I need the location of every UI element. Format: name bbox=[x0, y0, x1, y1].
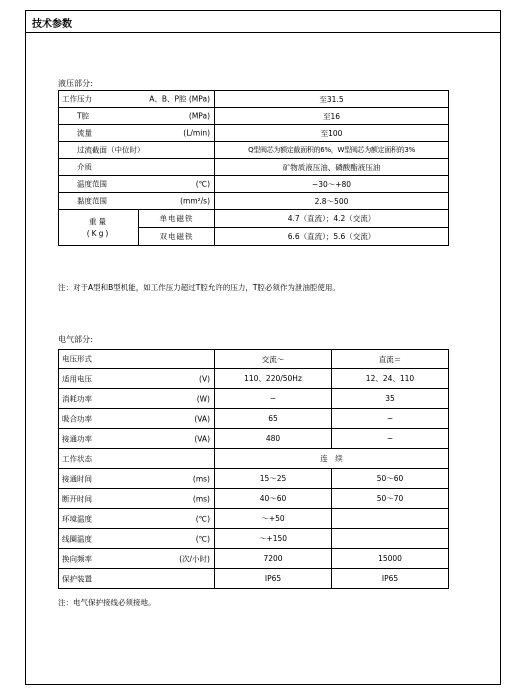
weight-label-line2: (Kg) bbox=[86, 228, 111, 238]
row-name: 过流截面（中位时） bbox=[77, 145, 145, 155]
header-label bbox=[59, 350, 215, 369]
row-ac: − bbox=[215, 389, 332, 409]
table-row bbox=[59, 489, 449, 509]
row-label bbox=[59, 569, 215, 589]
row-name: 流量 bbox=[77, 128, 92, 138]
row-label bbox=[59, 389, 215, 409]
table-row bbox=[59, 108, 449, 125]
row-unit: (℃) bbox=[195, 514, 210, 523]
row-name: 环境温度 bbox=[62, 514, 92, 523]
row-unit: (次/小时) bbox=[179, 554, 210, 563]
table-row bbox=[59, 569, 449, 589]
row-value: −30～+80 bbox=[215, 176, 449, 193]
table-row bbox=[59, 91, 449, 108]
table-header-row bbox=[59, 350, 449, 369]
row-unit: (W) bbox=[196, 394, 210, 403]
row-value: 矿物质液压油、磷酸酯液压油 bbox=[215, 159, 449, 176]
row-name: 接通功率 bbox=[62, 434, 92, 443]
row-label bbox=[59, 549, 215, 569]
table-row bbox=[59, 469, 449, 489]
double-solenoid-value: 6.6（直流）；5.6（交流） bbox=[215, 228, 449, 246]
row-unit: (VA) bbox=[194, 434, 210, 443]
single-solenoid-value: 4.7（直流）；4.2（交流） bbox=[215, 210, 449, 228]
row-value: 至16 bbox=[215, 108, 449, 125]
row-ac: 7200 bbox=[215, 549, 332, 569]
page-title: 技术参数 bbox=[32, 19, 72, 30]
row-unit: (℃) bbox=[195, 179, 210, 189]
row-dc: 15000 bbox=[332, 549, 449, 569]
row-label bbox=[59, 509, 215, 529]
table-row bbox=[59, 409, 449, 429]
row-name: 吸合功率 bbox=[62, 414, 92, 423]
row-name: 保护装置 bbox=[62, 574, 92, 583]
row-dc: 35 bbox=[332, 389, 449, 409]
header-name: 电压形式 bbox=[62, 354, 92, 364]
row-unit: (L/min) bbox=[183, 128, 210, 138]
row-ac: ～+150 bbox=[215, 529, 332, 549]
table-row bbox=[59, 176, 449, 193]
row-unit: (mm²/s) bbox=[180, 196, 210, 206]
row-name: 介质 bbox=[77, 162, 92, 172]
table-row bbox=[59, 549, 449, 569]
row-name: 适用电压 bbox=[62, 374, 92, 383]
row-unit: (V) bbox=[199, 374, 210, 383]
hydraulic-note: 注：对于A型和B型机能，如工作压力超过T腔允许的压力，T腔必须作为泄油腔使用。 bbox=[58, 283, 340, 292]
row-label bbox=[59, 91, 215, 108]
row-label bbox=[59, 159, 215, 176]
row-label bbox=[59, 489, 215, 509]
row-name: 接通时间 bbox=[62, 474, 92, 483]
hydraulic-section-label: 液压部分: bbox=[58, 79, 93, 88]
row-ac: IP65 bbox=[215, 569, 332, 589]
table-row bbox=[59, 389, 449, 409]
row-value: 至31.5 bbox=[215, 91, 449, 108]
row-dc: IP65 bbox=[332, 569, 449, 589]
table-row bbox=[59, 142, 449, 159]
row-name: 工作状态 bbox=[62, 454, 92, 463]
row-unit: (℃) bbox=[195, 534, 210, 543]
row-unit: (ms) bbox=[192, 494, 210, 503]
double-solenoid-label: 双电磁铁 bbox=[139, 228, 215, 246]
row-label bbox=[59, 529, 215, 549]
row-name: 工作压力 bbox=[62, 94, 92, 104]
row-label bbox=[59, 429, 215, 449]
row-unit: (ms) bbox=[192, 474, 210, 483]
row-label bbox=[59, 176, 215, 193]
row-dc-empty bbox=[332, 529, 449, 549]
table-row bbox=[59, 529, 449, 549]
row-value: 2.8～500 bbox=[215, 193, 449, 210]
row-label bbox=[59, 369, 215, 389]
table-row bbox=[59, 193, 449, 210]
row-value: 至100 bbox=[215, 125, 449, 142]
row-label bbox=[59, 125, 215, 142]
row-label bbox=[59, 469, 215, 489]
row-unit: (VA) bbox=[194, 414, 210, 423]
electrical-note: 注：电气保护接线必须接地。 bbox=[58, 598, 156, 607]
row-dc: 12、24、110 bbox=[332, 369, 449, 389]
row-name: 黏度范围 bbox=[77, 196, 107, 206]
row-unit: A、B、P腔 (MPa) bbox=[149, 94, 210, 104]
row-dc: − bbox=[332, 409, 449, 429]
weight-label-line1: 重量 bbox=[89, 216, 108, 226]
hydraulic-table bbox=[58, 90, 449, 246]
row-label bbox=[59, 193, 215, 210]
row-label bbox=[59, 409, 215, 429]
row-dc: 50～70 bbox=[332, 489, 449, 509]
row-label bbox=[59, 108, 215, 125]
table-row bbox=[59, 449, 449, 469]
row-name: 温度范围 bbox=[77, 179, 107, 189]
header-ac: 交流～ bbox=[215, 350, 332, 369]
row-ac: 480 bbox=[215, 429, 332, 449]
electrical-table bbox=[58, 349, 449, 589]
row-value: Q型阀芯为额定截面积的6%，W型阀芯为额定面积的3% bbox=[215, 142, 449, 159]
row-span-value: 连 续 bbox=[215, 449, 449, 469]
row-ac: 65 bbox=[215, 409, 332, 429]
row-dc-empty bbox=[332, 509, 449, 529]
row-dc: 50～60 bbox=[332, 469, 449, 489]
weight-label bbox=[59, 210, 139, 246]
row-name: 换向频率 bbox=[62, 554, 92, 563]
row-name: 线圈温度 bbox=[62, 534, 92, 543]
table-row bbox=[59, 210, 449, 228]
row-ac: ～+50 bbox=[215, 509, 332, 529]
row-ac: 15～25 bbox=[215, 469, 332, 489]
table-row bbox=[59, 429, 449, 449]
table-row bbox=[59, 125, 449, 142]
row-ac: 110、220/50Hz bbox=[215, 369, 332, 389]
table-row bbox=[59, 159, 449, 176]
single-solenoid-label: 单电磁铁 bbox=[139, 210, 215, 228]
header-dc: 直流＝ bbox=[332, 350, 449, 369]
row-name: T腔 bbox=[77, 111, 90, 121]
table-row bbox=[59, 369, 449, 389]
row-name: 消耗功率 bbox=[62, 394, 92, 403]
table-row bbox=[59, 509, 449, 529]
row-label bbox=[59, 449, 215, 469]
row-name: 断开时间 bbox=[62, 494, 92, 503]
row-unit: (MPa) bbox=[188, 111, 210, 121]
header-bar bbox=[26, 11, 500, 33]
row-label bbox=[59, 142, 215, 159]
electrical-section-label: 电气部分: bbox=[58, 335, 93, 344]
row-dc: − bbox=[332, 429, 449, 449]
row-ac: 40～60 bbox=[215, 489, 332, 509]
